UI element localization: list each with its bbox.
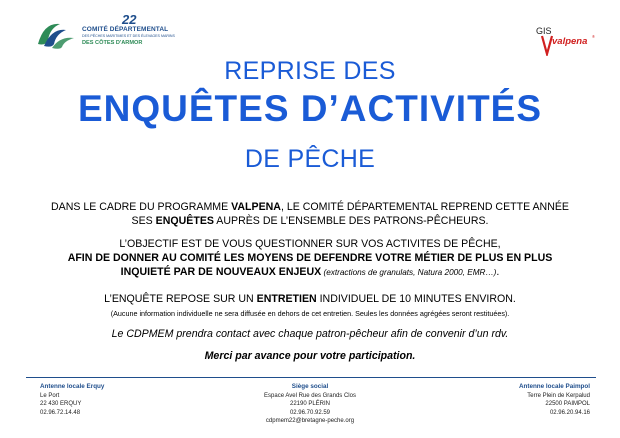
logo-gis-text: GIS bbox=[536, 26, 552, 36]
paragraph-objectif: L’OBJECTIF EST DE VOUS QUESTIONNER SUR VOS ACTIVITES DE PÊCHE, AFIN DE DONNER AU COMITÉ LES MOYENS DE DEFENDRE VOTRE MÉTIER DE PLUS EN PLUS INQUIETÉ PAR DE NOUVEAUX ENJEUX (extractions de granulats, Natura 2000, EMR…). bbox=[67, 238, 553, 278]
title-line1: REPRISE DES bbox=[224, 57, 396, 85]
logo-registered-mark: ® bbox=[592, 34, 595, 39]
footer-divider bbox=[26, 377, 596, 378]
gis-valpena-logo bbox=[530, 22, 602, 56]
logo-line1: COMITÉ DÉPARTEMENTAL bbox=[82, 26, 169, 33]
title-line3: DE PÊCHE bbox=[244, 145, 376, 173]
logo-valpena-text: valpena bbox=[552, 36, 588, 47]
paragraph-contact: Le CDPMEM prendra contact avec chaque patron-pêcheur afin de convenir d’un rdv. bbox=[111, 328, 509, 340]
wave-emblem-icon bbox=[34, 14, 80, 54]
footer-erquy: Antenne locale Erquy Le Port 22 430 ERQUY 02.96.72.14.48 bbox=[40, 383, 105, 416]
logo-line2: DES PÊCHES MARITIMES ET DES ÉLEVAGES MARINS bbox=[82, 34, 175, 38]
cdpmem-logo bbox=[34, 12, 175, 56]
paragraph-programme: DANS LE CADRE DU PROGRAMME VALPENA, LE COMITÉ DÉPARTEMENTAL REPREND CETTE ANNÉE SES ENQUÊTES AUPRÈS DE L’ENSEMBLE DES PATRONS-PÊCHEURS. bbox=[50, 201, 569, 227]
thanks-line: Merci par avance pour votre participation. bbox=[204, 350, 416, 362]
logo-line3: DES CÔTES D'ARMOR bbox=[82, 40, 143, 46]
title-line2: ENQUÊTES D’ACTIVITÉS bbox=[77, 88, 543, 129]
footer-paimpol: Antenne locale Paimpol Terre Plein de Kerpalud 22500 PAIMPOL 02.96.20.94.16 bbox=[518, 383, 590, 416]
confidentiality-note: (Aucune information individuelle ne sera diffusée en dehors de cet entretien. Seules les données agrégées seront restituées). bbox=[110, 309, 510, 318]
footer-siege: Siège social Espace Avel Rue des Grands Clos 22190 PLÉRIN 02.96.70.92.59 cdpmem22@bretagne-peche.org bbox=[264, 383, 356, 425]
paragraph-entretien: L’ENQUÊTE REPOSE SUR UN ENTRETIEN INDIVIDUEL DE 10 MINUTES ENVIRON. (Aucune information individuelle ne sera diffusée en dehors de cet entretien. Seules les données agrégées seront restituées). bbox=[104, 293, 516, 318]
logo-number: 22 bbox=[122, 12, 137, 27]
